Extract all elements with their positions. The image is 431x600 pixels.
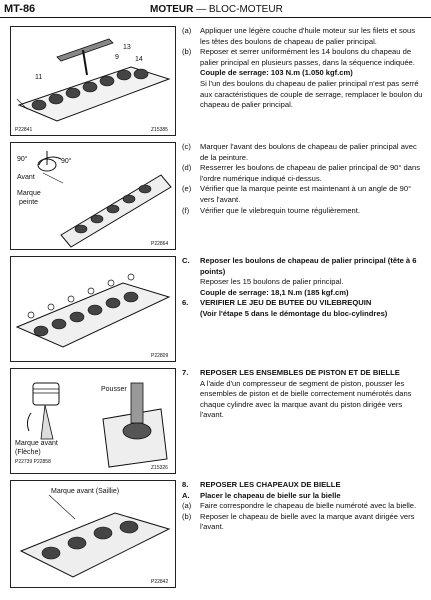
- list-item: [182, 47, 426, 68]
- figure-piston-insertion: [10, 368, 176, 474]
- figure-code: Z15326: [151, 465, 168, 471]
- item-text: Resserrer les boulons de chapeau de palier principal de 90° dans l'ordre numérique indiqué ci-dessus.: [200, 163, 421, 183]
- section-heading: [182, 480, 426, 491]
- figure-front-protrusion-label: Marque avant (Saillie): [51, 488, 120, 495]
- subsection-marker: A.: [182, 490, 190, 500]
- section-title: Reposer les boulons de chapeau de palier principal (tête à 6 points): [200, 256, 417, 276]
- section-marker: 6.: [182, 298, 189, 308]
- item-text: Appliquer une légère couche d'huile moteur sur les filets et sous les têtes des boulons de chapeau de palier principal.: [200, 26, 416, 46]
- figure-front-mark-label: Marque avant: [15, 440, 58, 447]
- section-marker: 8.: [182, 480, 189, 489]
- figure-angle-label-left: 90°: [17, 156, 28, 163]
- section-marker: C.: [182, 256, 190, 265]
- figure-rod-cap: [10, 480, 176, 588]
- figure-rod-cap-drawing: [11, 481, 175, 587]
- section-marker: 7.: [182, 368, 189, 377]
- item-text: Vérifier que le vilebrequin tourne régulièrement.: [200, 205, 360, 215]
- figure-code: P22864: [151, 241, 169, 247]
- list-item: [182, 206, 426, 217]
- section-title: VERIFIER LE JEU DE BUTEE DU VILEBREQUIN: [200, 298, 372, 308]
- section-heading: [182, 368, 426, 379]
- item-marker: (d): [182, 163, 192, 173]
- list-item: [182, 501, 426, 512]
- item-marker: (b): [182, 47, 192, 57]
- list-item: [182, 142, 426, 163]
- torque-spec: Couple de serrage: 18,1 N.m (185 kgf.cm): [200, 287, 349, 297]
- figure-code: P22842: [151, 579, 169, 585]
- figure-paint-mark-label: Marque: [17, 190, 41, 197]
- text-block-bolt-install: [182, 26, 426, 111]
- subsection-heading: [182, 491, 426, 502]
- subsection-title: BLOC-MOTEUR: [208, 4, 283, 15]
- figure-code: P22809: [151, 353, 169, 359]
- subsection-title: Placer le chapeau de bielle sur la bielle: [200, 490, 341, 500]
- reference-note: (Voir l'étape 5 dans le démontage du bloc-cylindres): [200, 308, 388, 318]
- figure-front-label: Avant: [17, 174, 35, 181]
- header-rule: [0, 17, 431, 18]
- list-item: [182, 26, 426, 47]
- list-item: [182, 512, 426, 533]
- item-marker: (b): [182, 511, 192, 521]
- figure-paint-mark-label-2: peinte: [19, 199, 39, 206]
- item-marker: (a): [182, 26, 192, 35]
- item-marker: (e): [182, 184, 192, 194]
- section-heading: [182, 256, 426, 277]
- section-title: REPOSER LES ENSEMBLES DE PISTON ET DE BIELLE: [200, 368, 400, 377]
- note-text: Si l'un des boulons du chapeau de palier principal n'est pas serré aux caractéristiques de couple de serrage, remplacer le boulon du chapeau de palier principal.: [200, 78, 423, 110]
- page-title: [150, 4, 283, 15]
- figure-bolt-sequence-drawing: [11, 27, 175, 135]
- item-marker: (c): [182, 142, 191, 151]
- list-item: [182, 163, 426, 184]
- item-marker: (f): [182, 205, 190, 215]
- section-title: MOTEUR: [150, 4, 194, 15]
- text-block-six-point-bolts: [182, 256, 426, 320]
- torque-spec: Couple de serrage: 103 N.m (1.050 kgf.cm): [200, 68, 353, 78]
- figure-piston-insertion-drawing: [11, 369, 175, 473]
- figure-bolt-sequence: [10, 26, 176, 136]
- figure-code: P22841: [15, 127, 33, 133]
- figure-code: P22739 P22858: [15, 459, 51, 465]
- figure-bolt-label-14: 14: [135, 56, 143, 63]
- item-marker: (a): [182, 501, 192, 511]
- list-item: [182, 184, 426, 205]
- item-text: Reposer et serrer uniformément les 14 boulons du chapeau de palier principal en plusieurs passes, dans la séquence indiquée.: [200, 47, 415, 67]
- figure-bolt-label-9: 9: [115, 54, 119, 61]
- item-text: Marquer l'avant des boulons de chapeau de palier principal avec de la peinture.: [200, 142, 417, 162]
- figure-push-label: Pousser: [101, 386, 127, 393]
- figure-six-point-bolts: [10, 256, 176, 362]
- item-text: Vérifier que la marque peinte est maintenant à un angle de 90° vers l'avant.: [200, 184, 412, 204]
- body-text: Reposer les 15 boulons de palier principal.: [200, 277, 344, 287]
- item-text: Faire correspondre le chapeau de bielle numéroté avec la bielle.: [200, 501, 417, 511]
- text-block-rod-caps: [182, 480, 426, 533]
- text-block-angle-tightening: [182, 142, 426, 216]
- page-number: MT-86: [4, 3, 36, 15]
- figure-code: Z15385: [151, 127, 168, 133]
- figure-six-point-bolts-drawing: [11, 257, 175, 361]
- figure-angle-tightening-drawing: [11, 143, 175, 249]
- item-text: Reposer le chapeau de bielle avec la marque avant dirigée vers l'avant.: [200, 511, 415, 532]
- figure-bolt-label-11: 11: [35, 74, 43, 81]
- figure-angle-tightening: [10, 142, 176, 250]
- section-heading: [182, 298, 426, 309]
- title-separator: —: [196, 4, 207, 15]
- body-text: A l'aide d'un compresseur de segment de piston, pousser les ensembles de piston et de bielle correctement numérotés dans chaque cylindre avec la marque avant du piston dirigée vers l'avant.: [200, 378, 412, 420]
- text-block-piston-install: [182, 368, 426, 421]
- figure-arrow-label: (Flèche): [15, 449, 41, 456]
- figure-angle-label-right: 90°: [61, 158, 72, 165]
- figure-bolt-label-13: 13: [123, 44, 131, 51]
- page-header: [0, 0, 431, 20]
- section-title: REPOSER LES CHAPEAUX DE BIELLE: [200, 480, 341, 489]
